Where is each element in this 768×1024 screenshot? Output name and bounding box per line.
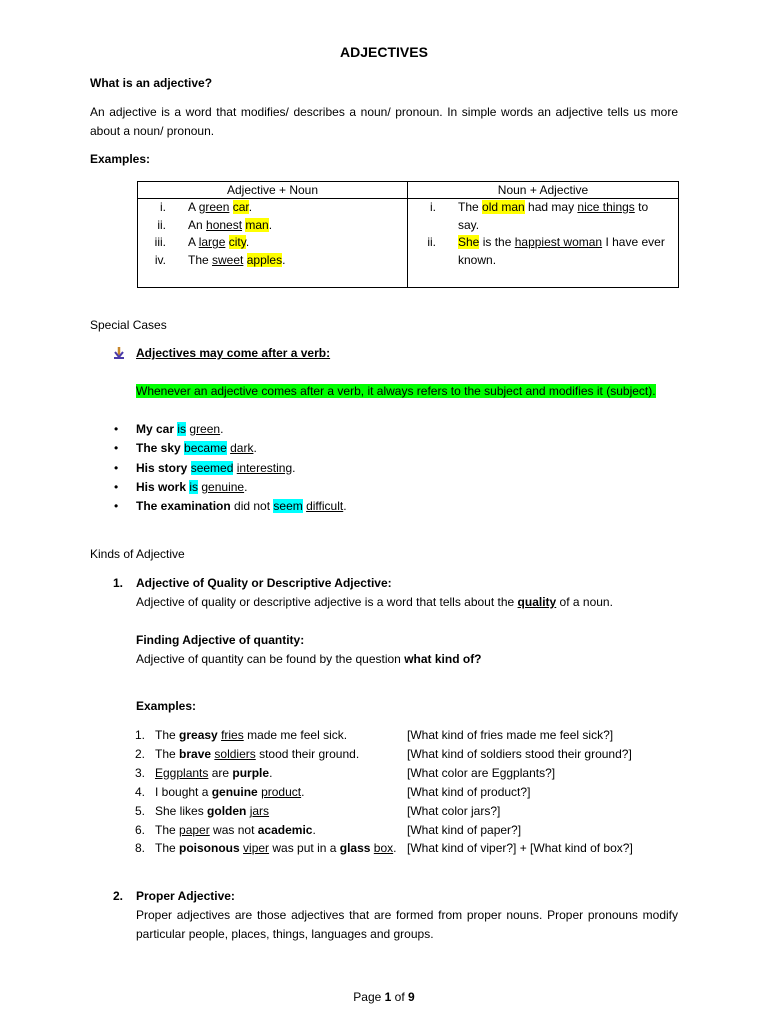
text-part: A [188,235,199,249]
noun-word: She [458,235,480,249]
kind1-number: 1. [113,576,124,590]
text-part: . [301,784,305,799]
text-part: had may [524,200,578,214]
table-row [138,217,407,235]
row-text [188,252,285,270]
kind2-heading: Proper Adjective: [136,889,235,903]
table-cell-left [138,199,408,288]
text-part: did not [230,499,274,514]
noun-word: car [232,200,249,214]
text-part: She likes [155,803,208,818]
example-number: 5. [135,803,146,818]
text-part: . [248,200,253,214]
example-sentence [155,839,397,857]
example-sentence [155,783,304,801]
what-heading: What is an adjective? [90,76,213,90]
text-part: The [155,822,180,837]
page-title: ADJECTIVES [340,44,428,60]
table-row [138,252,407,270]
text-part: . [268,217,273,232]
kind1-examples-heading: Examples: [136,699,197,713]
text-part: . [269,765,273,780]
row-text: say. [458,217,480,232]
adjective-word: happiest woman [514,235,603,249]
bullet-dot-icon: • [114,441,119,456]
text-part: fries [221,728,244,742]
examples-table [137,181,679,288]
row-number: ii. [427,235,436,249]
finding-text: Adjective of quantity can be found by the question what kind of? [136,652,482,666]
row-text [188,199,252,217]
special-cases-heading: Special Cases [90,318,167,332]
adjective-word: green [189,422,221,436]
example-sentence [155,764,272,782]
text-part: viper [243,841,270,856]
bullet-dot-icon: • [114,499,119,514]
text-part: I have ever [602,235,665,249]
adjective-word: large [198,235,226,249]
row-number: i. [430,200,436,214]
verb-word: seem [273,499,303,514]
example-question: [What kind of soldiers stood their ground?] [407,746,632,761]
example-sentence [155,745,359,763]
example-number: 1. [135,728,146,742]
text-part: I bought a [155,784,212,799]
intro-paragraph: An adjective is a word that modifies/ describes a noun/ pronoun. In simple words an adjective tells us more about a noun/ pronoun. [90,105,678,138]
verb-word: became [184,441,227,456]
text-part: glass [339,841,371,856]
subject-text: My car [136,422,175,436]
text-part: is the [479,235,515,249]
text-part: . [343,499,347,514]
example-sentence [155,802,269,820]
table-row [408,234,678,252]
text-part: A [188,200,199,214]
example-number: 3. [135,765,146,780]
table-header-adjective-noun: Adjective + Noun [138,182,408,199]
verb-word: is [177,422,187,436]
example-question: [What kind of paper?] [407,822,522,837]
example-number: 2. [135,746,146,761]
bullet-dot-icon: • [114,422,119,436]
example-question: [What color jars?] [407,803,501,818]
text-part: was not [209,822,258,837]
noun-word: city [228,235,246,249]
text-part: The [155,728,180,742]
kind2-number: 2. [113,889,124,903]
text-part: brave [179,746,212,761]
adjective-word: genuine [201,479,245,494]
row-text [458,199,674,217]
verb-example-item [136,439,257,457]
text-part: The [155,841,180,856]
row-text: known. [458,252,497,267]
adjective-word: green [198,200,230,214]
subject-text: The examination [136,499,231,514]
example-question: [What color are Eggplants?] [407,765,556,780]
text-part: was put in a [269,841,340,856]
after-verb-heading: Adjectives may come after a verb: [136,346,331,360]
table-row [138,234,407,252]
row-number: iii. [154,235,166,249]
row-text [458,234,674,252]
text-part: paper [179,822,210,837]
page-footer: Page 1 of 9 [353,990,415,1004]
example-sentence [155,726,347,744]
row-number: iv. [154,252,166,267]
verb-example-item [136,459,295,477]
text-part: . [312,822,316,837]
kind1-heading: Adjective of Quality or Descriptive Adjective: [136,576,392,590]
table-row [138,199,407,217]
verb-word: is [189,479,199,494]
adjective-word: difficult [306,499,344,514]
noun-word: old man [482,200,525,214]
text-part: greasy [179,728,218,742]
text-part: The [458,200,483,214]
adjective-word: nice things [577,200,635,214]
text-part: stood their ground. [255,746,360,761]
adjective-word: dark [230,441,254,456]
subject-text: His story [136,460,188,475]
table-header-noun-adjective: Noun + Adjective [408,182,679,199]
text-part: . [292,460,296,475]
text-part: to [634,200,649,214]
text-part: golden [207,803,247,818]
text-part: jars [249,803,270,818]
text-part: product [261,784,302,799]
text-part: genuine [211,784,258,799]
text-part: . [244,479,248,494]
example-number: 4. [135,784,146,799]
row-text [188,217,272,235]
text-part: are [208,765,233,780]
text-part: soldiers [214,746,256,761]
verb-word: seemed [190,460,234,475]
subject-text: His work [136,479,187,494]
noun-word: apples [246,252,283,267]
verb-example-item [136,420,223,438]
kind2-text: Proper adjectives are those adjectives that are formed from proper nouns. Proper pronouns modify particular people, places, things, languages and groups. [136,908,678,941]
examples-heading: Examples: [90,152,151,166]
adjective-word: sweet [212,252,244,267]
adjective-word: honest [206,217,243,232]
example-sentence [155,821,316,839]
text-part: An [188,217,207,232]
finding-heading: Finding Adjective of quantity: [136,633,305,647]
noun-word: man [245,217,269,232]
row-number: ii. [157,217,166,232]
text-part: . [220,422,224,436]
example-number: 6. [135,822,146,837]
text-part: box [373,841,394,856]
arrow-bullet-icon [112,346,126,360]
table-row [408,199,678,217]
row-number: i. [160,200,166,214]
text-part: The [155,746,180,761]
text-part: . [253,441,257,456]
after-verb-rule: Whenever an adjective comes after a verb, it always refers to the subject and modifies it (subject). [136,384,656,398]
text-part: . [245,235,250,249]
adjective-word: interesting [236,460,293,475]
text-part: . [282,252,286,267]
kind1-text: Adjective of quality or descriptive adjective is a word that tells about the quality of a noun. [136,595,613,609]
example-number: 8. [135,841,146,856]
text-part: poisonous [179,841,240,856]
bullet-dot-icon: • [114,479,119,494]
verb-example-item [136,497,347,515]
kinds-heading: Kinds of Adjective [90,547,185,561]
subject-text: The sky [136,441,181,456]
table-row-continuation [408,217,678,235]
text-part: The [188,252,213,267]
example-question: [What kind of fries made me feel sick?] [407,728,614,742]
text-part: purple [232,765,270,780]
text-part: Eggplants [155,765,209,780]
row-text [188,234,249,252]
text-part: made me feel sick. [243,728,348,742]
example-question: [What kind of product?] [407,784,531,799]
table-row-continuation [408,252,678,270]
text-part: academic [257,822,313,837]
text-part: . [393,841,397,856]
verb-example-item [136,478,247,496]
example-question: [What kind of viper?] + [What kind of box?] [407,841,633,856]
table-cell-right [408,199,679,288]
bullet-dot-icon: • [114,460,119,475]
